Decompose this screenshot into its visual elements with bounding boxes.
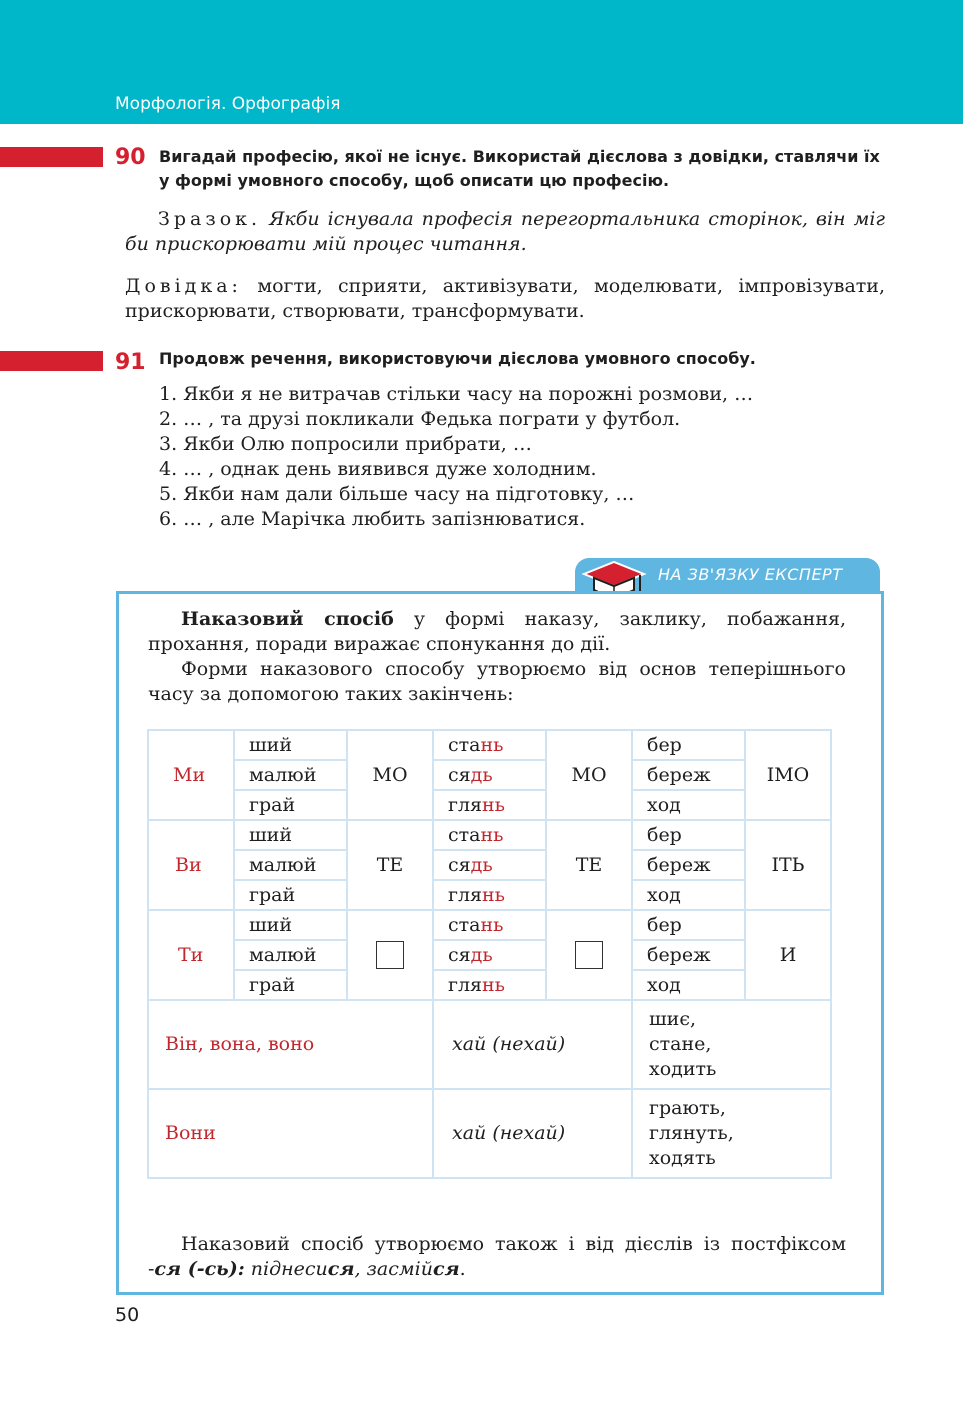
stem-cell: малюй [234, 760, 347, 790]
person-cell: Вони [148, 1089, 433, 1178]
empty-ending-box [575, 941, 603, 969]
exercise-91-task: Продовж речення, використовуючи дієслова умовного способу. [159, 349, 756, 368]
form-line: ходять [649, 1147, 716, 1169]
list-item: 2. … , та друзі покликали Федька пограти у футбол. [159, 408, 681, 430]
section-title: Морфологія. Орфографія [115, 94, 341, 114]
table-row [148, 1089, 831, 1178]
stem-cell: стань [433, 730, 546, 760]
empty-ending-box [376, 941, 404, 969]
ending-cell: ТЕ [546, 820, 632, 910]
exercise-90-sample [125, 207, 885, 257]
exercise-91-marker [0, 351, 103, 371]
ending-cell: ІТЬ [745, 820, 831, 910]
list-item: 6. … , але Марічка любить запізнюватися. [159, 508, 586, 530]
person-cell: Ти [148, 910, 234, 1000]
form-line: шиє, [649, 1008, 697, 1030]
table-row [148, 1000, 831, 1089]
ending-cell: МО [347, 730, 433, 820]
stem-cell: ход [632, 880, 745, 910]
stem-cell: ход [632, 970, 745, 1000]
table-row [148, 820, 831, 850]
stem-cell: грай [234, 790, 347, 820]
stem-cell: береж [632, 940, 745, 970]
table-row [148, 850, 831, 880]
particle-cell: хай (нехай) [433, 1000, 632, 1089]
exercise-90-number: 90 [115, 145, 146, 170]
sample-text: Якби існувала професія перегортальника сторінок, він міг би прискорювати мій процес читання. [125, 208, 886, 255]
exercise-90-marker [0, 147, 103, 167]
form-line: стане, [649, 1033, 712, 1055]
ending-cell: МО [546, 730, 632, 820]
term-imperative: Наказовий спосіб [181, 608, 394, 630]
stem-cell: малюй [234, 850, 347, 880]
example-postfix: ся [327, 1258, 355, 1280]
stem-cell: сядь [433, 850, 546, 880]
stem-cell: глянь [433, 790, 546, 820]
table-row [148, 910, 831, 940]
ending-cell: И [745, 910, 831, 1000]
stem-cell: грай [234, 970, 347, 1000]
stem-cell: бер [632, 910, 745, 940]
stem-cell: береж [632, 760, 745, 790]
paragraph-3-start: Наказовий спосіб утворюємо також і від дієслів із постфіксом - [148, 1233, 846, 1280]
stem-cell: глянь [433, 880, 546, 910]
forms-cell [632, 1000, 831, 1089]
stem-cell: ход [632, 790, 745, 820]
exercise-91-number: 91 [115, 350, 146, 375]
ending-cell-empty [347, 910, 433, 1000]
stem-cell: сядь [433, 760, 546, 790]
postfix-label: ся (-сь): [154, 1258, 245, 1280]
list-item: 5. Якби нам дали більше часу на підготовку, … [159, 483, 635, 505]
person-cell: Ви [148, 820, 234, 910]
period: . [459, 1258, 466, 1280]
form-line: глянуть, [649, 1122, 734, 1144]
person-cell: Ми [148, 730, 234, 820]
stem-cell: береж [632, 850, 745, 880]
form-line: грають, [649, 1097, 726, 1119]
stem-cell: стань [433, 910, 546, 940]
exercise-90-reference [125, 274, 885, 324]
list-item: 1. Якби я не витрачав стільки часу на порожні розмови, … [159, 383, 754, 405]
stem-cell: ший [234, 730, 347, 760]
example-postfix: ся [432, 1258, 460, 1280]
list-item: 3. Якби Олю попросили прибрати, … [159, 433, 532, 455]
table-row [148, 940, 831, 970]
table-row [148, 970, 831, 1000]
reference-text: могти, сприяти, активізувати, моделювати, імпровізувати, прискорювати, створювати, трансформувати. [125, 275, 885, 322]
person-cell: Він, вона, воно [148, 1000, 433, 1089]
stem-cell: стань [433, 820, 546, 850]
expert-paragraph-2: Форми наказового способу утворюємо від основ теперішнього часу за допомогою таких закінчень: [148, 658, 846, 705]
stem-cell: ший [234, 820, 347, 850]
table-row [148, 790, 831, 820]
table-row [148, 880, 831, 910]
exercise-90-task: Вигадай професію, якої не існує. Використай дієслова з довідки, ставлячи їх у формі умовного способу, щоб описати цю професію. [159, 147, 880, 190]
example-word: , засмій [354, 1258, 433, 1280]
table-row [148, 760, 831, 790]
stem-cell: бер [632, 730, 745, 760]
table-row [148, 730, 831, 760]
expert-paragraph-1 [148, 607, 846, 657]
expert-tab-label: НА ЗВ'ЯЗКУ ЕКСПЕРТ [658, 565, 843, 584]
reference-label: Довідка: [125, 275, 242, 297]
stem-cell: грай [234, 880, 347, 910]
ending-cell-empty [546, 910, 632, 1000]
ending-cell: ТЕ [347, 820, 433, 910]
ending-cell: ІМО [745, 730, 831, 820]
stem-cell: малюй [234, 940, 347, 970]
stem-cell: сядь [433, 940, 546, 970]
exercise-91-list [159, 382, 753, 532]
endings-table [147, 729, 832, 1179]
stem-cell: ший [234, 910, 347, 940]
form-line: ходить [649, 1058, 717, 1080]
list-item: 4. … , однак день виявився дуже холодним. [159, 458, 597, 480]
page-number: 50 [115, 1304, 140, 1326]
forms-cell [632, 1089, 831, 1178]
example-word: піднеси [244, 1258, 328, 1280]
paragraph-1-rest: у формі наказу, заклику, побажання, прохання, поради виражає спонукання до дії. [148, 608, 847, 655]
sample-label: Зразок. [158, 208, 262, 230]
particle-cell: хай (нехай) [433, 1089, 632, 1178]
stem-cell: глянь [433, 970, 546, 1000]
expert-paragraph-3 [148, 1232, 846, 1282]
stem-cell: бер [632, 820, 745, 850]
